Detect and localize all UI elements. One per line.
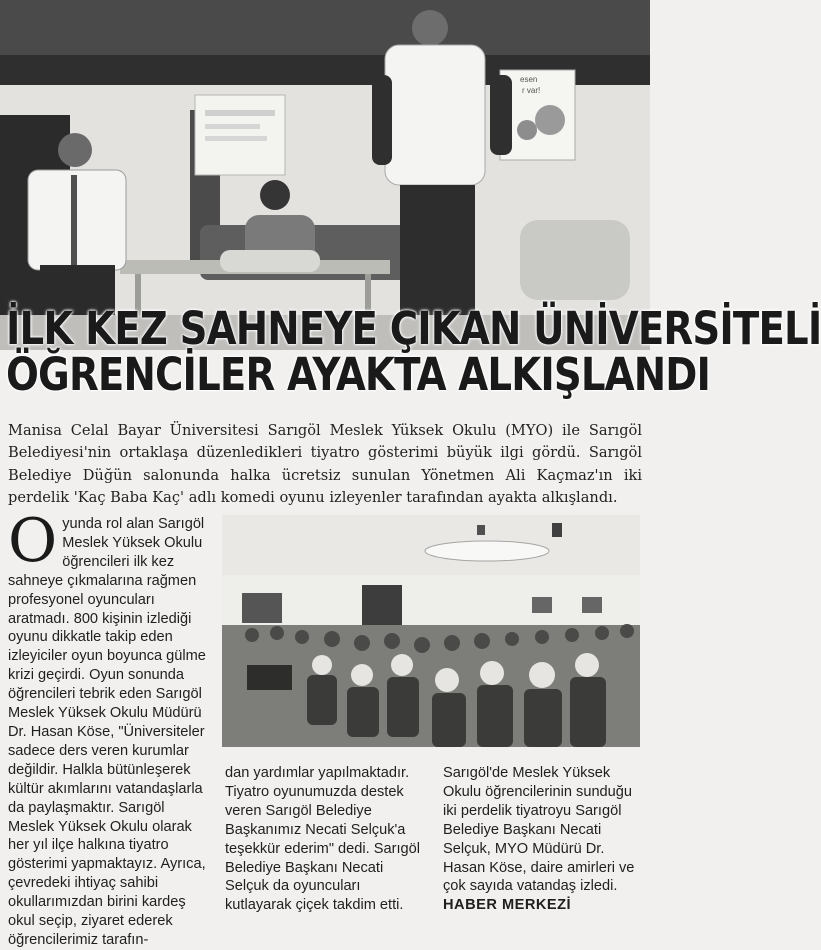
audience-photo [222, 515, 640, 747]
lead-paragraph: Manisa Celal Bayar Üniversitesi Sarıgöl Meslek Yüksek Okulu (MYO) ile Sarıgöl Belediyesi'nin ortaklaşa düzenledikleri tiyatro gösterimi büyük ilgi gördü. Sarıgöl Belediye Düğün salonunda halka ücretsiz sunulan Yönetmen Ali Kaçmaz'ın iki perdelik 'Kaç Baba Kaç' adlı komedi oyunu izleyenler tarafından ayakta alkışlandı. [8, 422, 642, 507]
caption-text: Sarıgöl'de Meslek Yüksek Okulu öğrencilerinin sunduğu iki perdelik tiyatroyu Sarıgöl Belediye Başkanı Necati Selçuk, MYO Müdürü Dr. Hasan Köse, daire amirleri ve çok sayıda vatandaş izledi. [443, 765, 635, 895]
headline [6, 302, 821, 401]
audience-scene [222, 515, 640, 747]
byline: HABER MERKEZİ [443, 897, 572, 914]
drop-cap: O [8, 506, 58, 576]
stage-photo [0, 0, 821, 355]
poster-text-2: r var! [522, 86, 541, 95]
body-text-1: yunda rol alan Sarıgöl Meslek Yüksek Okulu öğrencileri ilk kez sahneye çıkmalarına rağmen profesyonel oyuncuları aratmadı. 800 kişinin izlediği oyunu dikkatle takip eden izleyiciler oyun boyunca gülme krizi geçirdi. Oyun sonunda öğrencileri tebrik eden Sarıgöl Meslek Yüksek Okulu Müdürü Dr. Hasan Köse, "Üniversiteler sadece ders veren kurumlar değildir. Halkla bütünleşerek kültür akımlarını vatandaşlarla da paylaşmaktır. Sarıgöl Meslek Yüksek Okulu olarak her yıl ilçe halkına tiyatro gösterimi yapmaktayız. Ayrıca, çevredeki ihtiyaç sahibi okullarımızdan birini kardeş okul seçip, ziyaret ederek öğrencilerimiz tarafın- [8, 516, 206, 948]
body-column-1 [8, 506, 213, 950]
headline-line-2: ÖĞRENCİLER AYAKTA ALKIŞLANDI [6, 348, 711, 401]
poster-text-1: esen [520, 75, 538, 84]
body-column-2: dan yardımlar yapılmaktadır. Tiyatro oyunumuzda destek veren Sarıgöl Belediye Başkanımız Necati Selçuk'a teşekkür ederim" dedi. Sarıgöl Belediye Başkanı Necati Selçuk da oyuncuları kutlayarak çiçek takdim etti. [225, 765, 420, 914]
stage-scene [0, 0, 821, 355]
body-column-3 [443, 764, 643, 915]
headline-line-1: İLK KEZ SAHNEYE ÇIKAN ÜNİVERSİTELİ [6, 302, 821, 355]
